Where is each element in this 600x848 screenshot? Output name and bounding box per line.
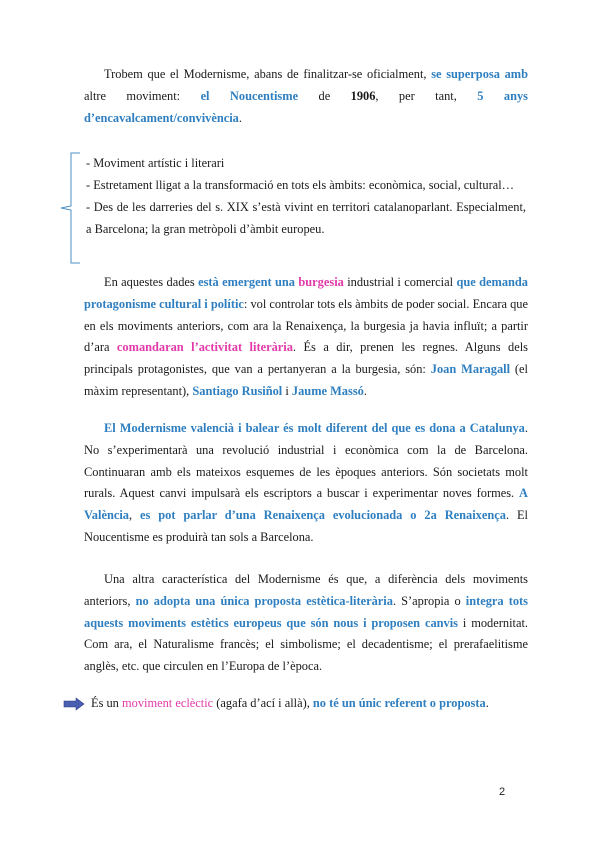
- highlight-valencia: A València: [84, 486, 528, 523]
- text-span: i: [282, 383, 292, 398]
- text-span: . No s’experimentarà una revolució industrial i econòmica com la de Barcelona. Continuaran amb els mateixos esquemes de les èpoques anteriors. Són societats molt rurals. Aquest canvi impulsarà els escriptors a buscar i experimentar noves formes.: [84, 421, 528, 501]
- highlight-second-renaixenca: es pot parlar d’una Renaixença evolucionada o 2a Renaixença: [140, 508, 506, 523]
- highlight-eclectic-movement: moviment eclèctic: [121, 696, 214, 710]
- text-span: ,: [128, 508, 140, 523]
- highlight-no-single-proposal: no adopta una única proposta estètica-literària: [135, 593, 393, 608]
- text-span: . S’apropia o: [392, 593, 466, 608]
- highlight-overlap: se superposa amb: [431, 67, 528, 81]
- text-span: : vol controlar tots els àmbits de poder social. Encara que en els moviments anteriors, com ara la Renaixença, la burgesia ja havia influït; a partir d’ara: [84, 296, 528, 355]
- highlight-burgesia: burgesia: [298, 275, 344, 289]
- list-item: - Moviment artístic i literari: [86, 156, 225, 170]
- text-span: .: [363, 383, 367, 398]
- paragraph-valencian-modernisme: [84, 418, 528, 549]
- highlight-protagonism: que demanda protagonisme cultural i polític: [84, 275, 529, 311]
- conclusion-line: [91, 693, 531, 715]
- bracket-icon: [58, 152, 82, 264]
- paragraph-eclectic: [84, 569, 528, 678]
- highlight-coexistence: 5 anys d’encavalcament/convivència: [84, 88, 529, 125]
- text-span: . És a dir, prenen les regnes. Alguns dels principals protagonistes, que van a pertanyeran a la burgesia, són:: [84, 340, 529, 377]
- paragraph-burgesia: [84, 272, 528, 403]
- list-item: - Estretament lligat a la transformació en tots els àmbits: econòmica, social, cultural…: [86, 178, 515, 192]
- text-span: (agafa d’ací i allà),: [213, 696, 313, 710]
- highlight-no-single-referent: no té un únic referent o proposta: [312, 696, 486, 710]
- highlight-noucentisme: el Noucentisme: [200, 88, 299, 103]
- text-span: És un: [91, 696, 122, 710]
- highlight-emergent: està emergent una: [198, 275, 299, 289]
- paragraph-modernisme-overlap: [84, 64, 528, 129]
- text-span: .: [485, 696, 489, 710]
- text-span: altre moviment:: [84, 88, 201, 103]
- list-item: - Des de les darreries del s. XIX s’està vivint en territori catalanoparlant. Especialment, a Barcelona; la gran metròpoli d’àmbit europeu.: [86, 200, 526, 236]
- text-span: .: [238, 110, 242, 125]
- text-span: i modernitat. Com ara, el Naturalisme francès; el simbolisme; el decadentisme; el prerafaelitisme anglès, etc. que circulen en l’Europa de l’època.: [84, 615, 528, 674]
- author-santiago-rusinol: Santiago Rusiñol: [192, 383, 283, 398]
- highlight-valencian-balearic: El Modernisme valencià i balear és molt diferent del que es dona a Catalunya: [104, 421, 525, 435]
- author-jaume-masso: Jaume Massó: [291, 383, 364, 398]
- arrow-right-icon: [63, 697, 85, 711]
- text-span: industrial i comercial: [343, 275, 457, 289]
- text-span: Una altra característica del Modernisme és que, a diferència dels moviments anteriors,: [84, 572, 528, 608]
- text-span: de: [298, 88, 351, 103]
- text-span: . El Noucentisme es produirà tan sols a Barcelona.: [84, 508, 528, 544]
- text-span: Trobem que el Modernisme, abans de finalitzar-se oficialment,: [104, 67, 432, 81]
- highlight-integrates-movements: integra tots aquests moviments estètics europeus que són nous i proposen canvis: [84, 593, 529, 630]
- characteristics-list: [86, 152, 526, 240]
- author-joan-maragall: Joan Maragall: [430, 362, 511, 377]
- page-number: 2: [499, 786, 506, 798]
- year-1906: 1906: [350, 88, 376, 103]
- highlight-literary-command: comandaran l’activitat literària: [116, 340, 293, 355]
- text-span: En aquestes dades: [104, 275, 199, 289]
- text-span: (el màxim representant),: [84, 362, 529, 398]
- text-span: , per tant,: [375, 88, 478, 103]
